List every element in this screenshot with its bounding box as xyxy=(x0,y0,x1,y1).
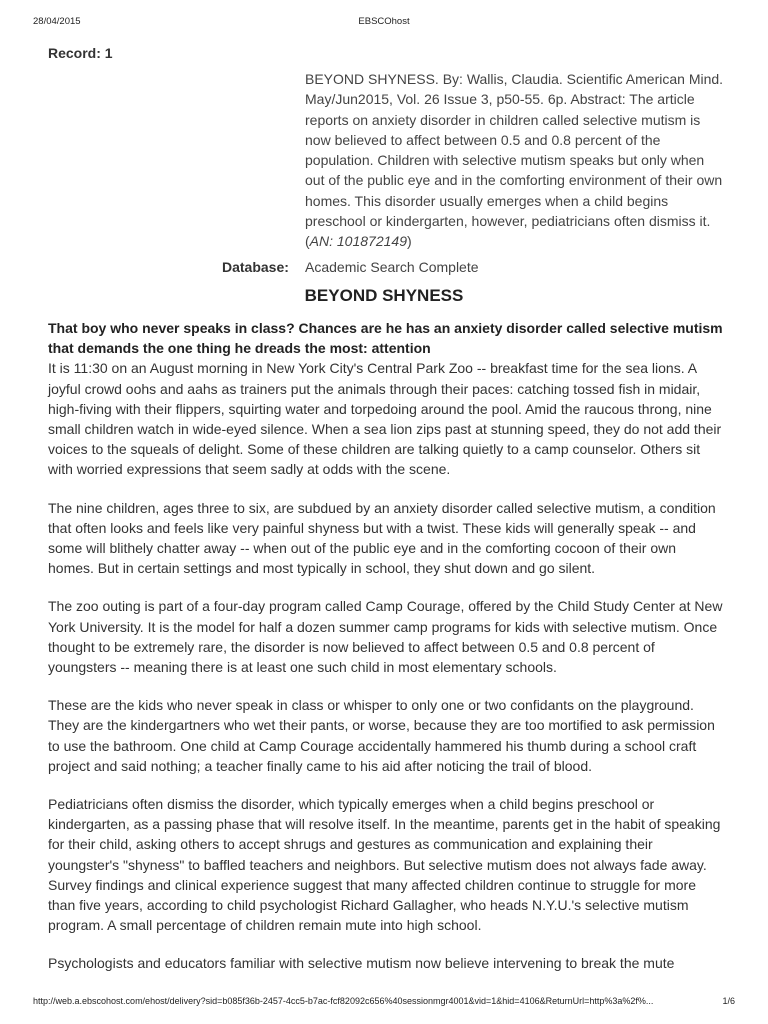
article-body xyxy=(48,318,724,992)
citation-abstract xyxy=(305,69,725,252)
print-date: 28/04/2015 xyxy=(33,16,81,27)
accession-number: AN: 101872149 xyxy=(309,233,407,250)
article-dek: That boy who never speaks in class? Chances are he has an anxiety disorder called selective mutism that demands the one thing he dreads the most: attention xyxy=(48,320,723,357)
article-paragraph: The zoo outing is part of a four-day program called Camp Courage, offered by the Child Study Center at New York University. It is the model for half a dozen summer camp programs for kids with selective mutism. Once thought to be extremely rare, the disorder is now believed to affect between 0.5 and 0.8 percent of youngsters -- meaning there is at least one such child in most elementary schools. xyxy=(48,598,723,676)
article-paragraph: Pediatricians often dismiss the disorder, which typically emerges when a child begins preschool or kindergarten, as a passing phase that will resolve itself. In the meantime, parents get in the habit of speaking for their child, asking others to accept shrugs and gestures as communication and explaining their youngster's "shyness" to baffled teachers and neighbors. But selective mutism does not always fade away. Survey findings and clinical experience suggest that many affected children continue to struggle for more than five years, according to child psychologist Richard Gallagher, who heads N.Y.U.'s selective mutism program. A small percentage of children remain mute into high school. xyxy=(48,796,721,934)
abstract-close: ) xyxy=(406,233,412,250)
page-number: 1/6 xyxy=(722,996,735,1006)
record-label: Record: 1 xyxy=(48,45,113,61)
abstract-text: BEYOND SHYNESS. By: Wallis, Claudia. Scientific American Mind. May/Jun2015, Vol. 26 Issue 3, p50-55. 6p. Abstract: The article reports on anxiety disorder in children called selective mutism is now believed to affect between 0.5 and 0.8 percent of the population. Children with selective mutism speaks but only when out of the public eye and in the comforting environment of their own homes. This disorder usually emerges when a child begins preschool or kindergarten, however, pediatricians often dismiss it. ( xyxy=(305,71,724,250)
article-paragraph: It is 11:30 on an August morning in New York City's Central Park Zoo -- breakfast time for the sea lions. A joyful crowd oohs and aahs as trainers put the animals through their paces: catching tossed fish in midair, high-fiving with their flippers, squirting water and torpedoing around the pool. Amid the raucous throng, nine small children watch in wide-eyed silence. When a sea lion zips past at stunning speed, they do not add their voices to the squeals of delight. Some of these children are talking quietly to a camp counselor. Others sit with worried expressions that seem sadly at odds with the scene. xyxy=(48,360,722,478)
article-paragraph: The nine children, ages three to six, are subdued by an anxiety disorder called selective mutism, a condition that often looks and feels like very painful shyness but with a twist. These kids will generally speak -- and some will blithely chatter away -- when out of the public eye and in the comforting cocoon of their own homes. But in certain settings and most typically in school, they shut down and go silent. xyxy=(48,499,716,577)
print-header-title: EBSCOhost xyxy=(358,16,410,27)
article-title: BEYOND SHYNESS xyxy=(304,286,464,305)
database-label: Database: xyxy=(222,259,289,275)
article-paragraph: Psychologists and educators familiar with selective mutism now believe intervening to break the mute xyxy=(48,955,675,972)
print-footer-url: http://web.a.ebscohost.com/ehost/delivery?sid=b085f36b-2457-4cc5-b7ac-fcf82092c656%40sessionmgr4001&vid=1&hid=4106&ReturnUrl=http%3a%2f%... xyxy=(33,996,654,1006)
database-value: Academic Search Complete xyxy=(305,259,479,275)
article-paragraph: These are the kids who never speak in class or whisper to only one or two confidants on the playground. They are the kindergartners who wet their pants, or worse, because they are too mortified to ask permission to use the bathroom. One child at Camp Courage accidentally hammered his thumb during a school craft project and said nothing; a teacher finally came to his aid after noticing the trail of blood. xyxy=(48,697,715,774)
